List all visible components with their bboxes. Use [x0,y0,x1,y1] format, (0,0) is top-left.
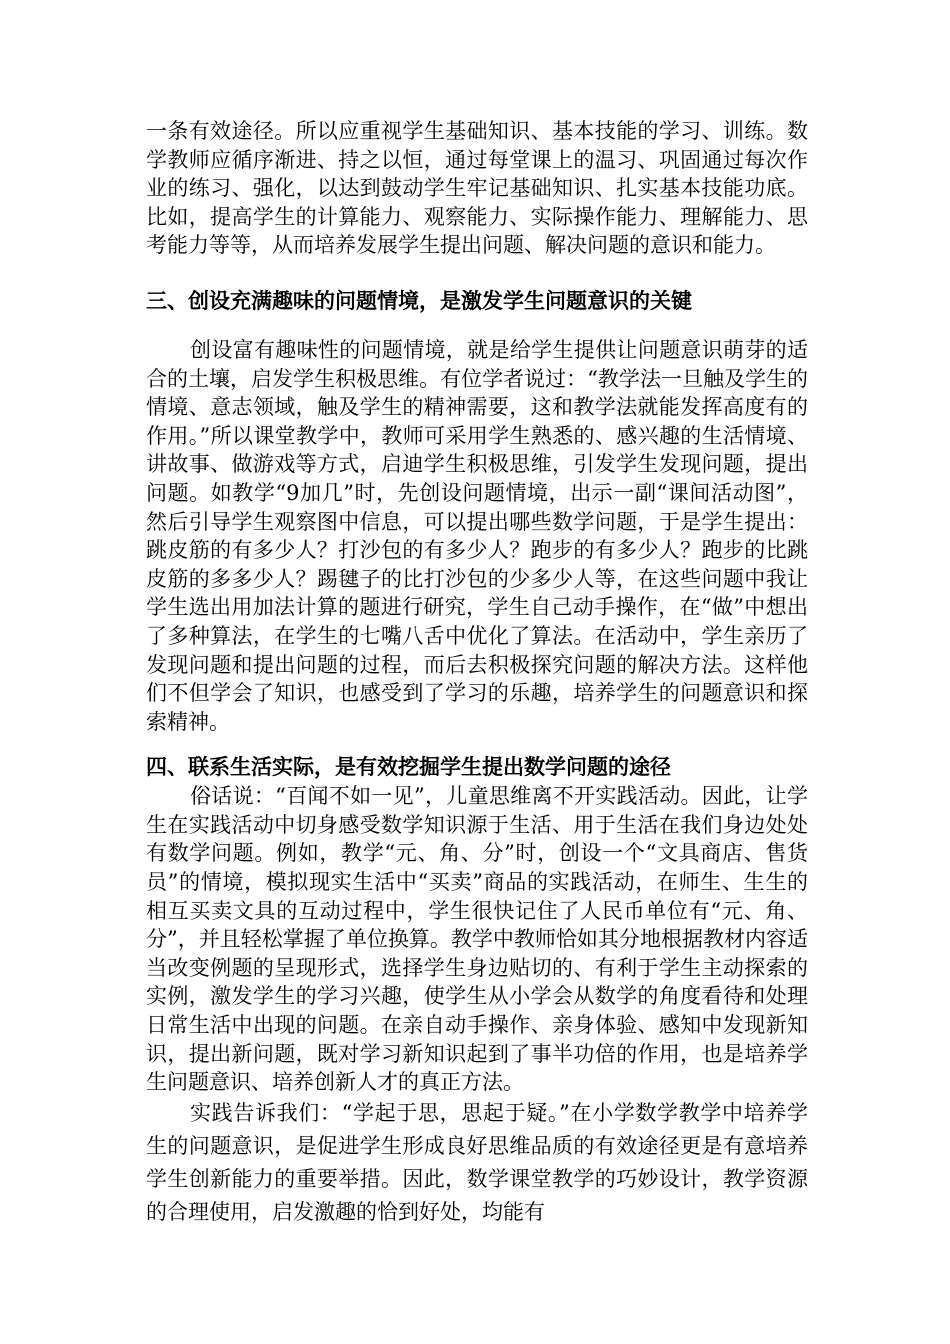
paragraph-problem-situation: 创设富有趣味性的问题情境，就是给学生提供让问题意识萌芽的适合的土壤，启发学生积极思维。有位学者说过：“教学法一旦触及学生的情境、意志领域，触及学生的精神需要，这和教学法就能发挥高度有的作用。”所以课堂教学中，教师可采用学生熟悉的、感兴趣的生活情境、讲故事、做游戏等方式，启迪学生积极思维，引发学生发现问题，提出问题。如教学“9加几”时，先创设问题情境，出示一副“课间活动图”，然后引导学生观察图中信息，可以提出哪些数学问题，于是学生提出：跳皮筋的有多少人？打沙包的有多少人？跑步的有多少人？跑步的比跳皮筋的多多少人？踢毽子的比打沙包的少多少人等，在这些问题中我让学生选出用加法计算的题进行研究，学生自己动手操作，在“做”中想出了多种算法，在学生的七嘴八舌中优化了算法。在活动中，学生亲历了发现问题和提出问题的过程，而后去积极探究问题的解决方法。这样他们不但学会了知识，也感受到了学习的乐趣，培养学生的问题意识和探索精神。 [146,337,808,734]
document-page [146,117,808,1229]
section-heading-3: 三、创设充满趣味的问题情境，是激发学生问题意识的关键 [146,288,692,313]
paragraph-continued: 一条有效途径。所以应重视学生基础知识、基本技能的学习、训练。数学教师应循序渐进、持之以恒，通过每堂课上的温习、巩固通过每次作业的练习、强化，以达到鼓动学生牢记基础知识、扎实基本技能功底。比如，提高学生的计算能力、观察能力、实际操作能力、理解能力、思考能力等等，从而培养发展学生提出问题、解决问题的意识和能力。 [146,119,808,258]
section-heading-4: 四、联系生活实际，是有效挖掘学生提出数学问题的途径 [146,755,671,780]
paragraph-conclusion: 实践告诉我们：“学起于思，思起于疑。”在小学数学教学中培养学生的问题意识，是促进学生形成良好思维品质的有效途径更是有意培养学生创新能力的重要举措。因此，数学课堂教学的巧妙设计，教学资源的合理使用，启发激趣的恰到好处，均能有 [146,1100,808,1224]
paragraph-life-practice: 俗话说：“百闻不如一见”，儿童思维离不开实践活动。因此，让学生在实践活动中切身感受数学知识源于生活、用于生活在我们身边处处有数学问题。例如，教学“元、角、分”时，创设一个“文具商店、售货员”的情境，模拟现实生活中“买卖”商品的实践活动，在师生、生生的相互买卖文具的互动过程中，学生很快记住了人民币单位有“元、角、分”，并且轻松掌握了单位换算。教学中教师恰如其分地根据教材内容适当改变例题的呈现形式，选择学生身边贴切的、有利于学生主动探索的实例，激发学生的学习兴趣，使学生从小学会从数学的角度看待和处理日常生活中出现的问题。在亲自动手操作、亲身体验、感知中发现新知识，提出新问题，既对学习新知识起到了事半功倍的作用，也是培养学生问题意识、培养创新人才的真正方法。 [146,784,808,1095]
